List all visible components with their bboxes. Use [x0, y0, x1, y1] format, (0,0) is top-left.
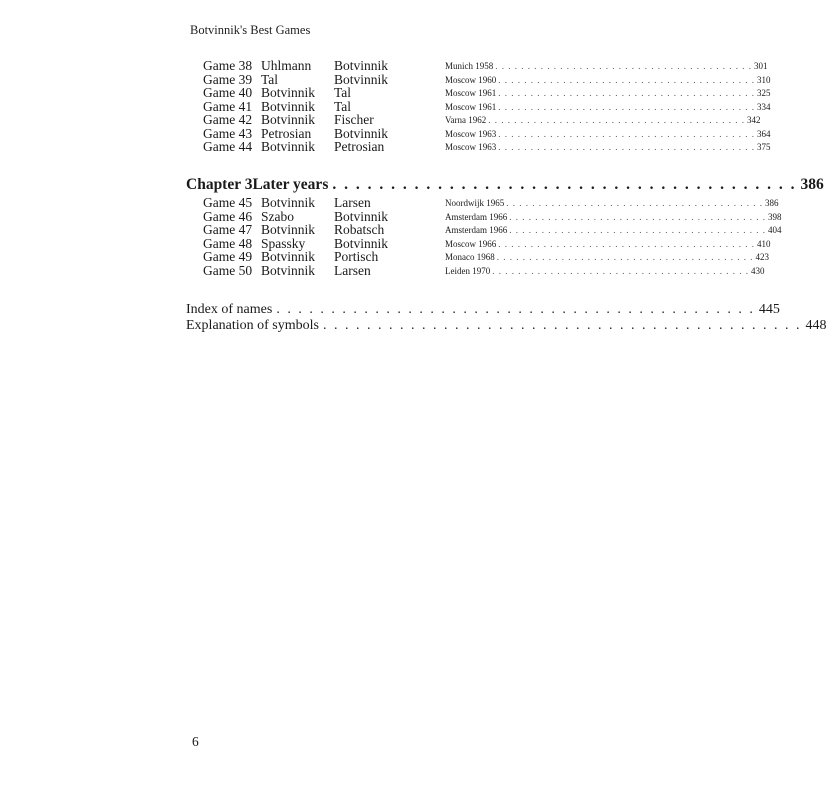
toc-game-row[interactable] — [203, 85, 771, 100]
leader-line — [445, 127, 771, 141]
game-place: Monaco 1968 — [445, 252, 495, 262]
dot-leader: . . . . . . . . . . . . . . . . . . . . . . . . . . . . . . . . . . . . . . . . — [495, 61, 752, 71]
dot-leader: . . . . . . . . . . . . . . . . . . . . . . . . . . . . . . . . . . . . . . . . — [498, 128, 755, 139]
toc-game-row[interactable] — [203, 262, 765, 278]
white-player: Uhlmann — [261, 58, 312, 73]
toc-explanation-of-symbols[interactable] — [186, 318, 827, 334]
game-place: Varna 1962 — [445, 115, 487, 125]
white-player: Botvinnik — [261, 139, 316, 154]
page-number: 386 — [765, 198, 779, 208]
game-place: Leiden 1970 — [445, 265, 491, 276]
toc-game-row[interactable] — [203, 195, 779, 210]
page-number: 404 — [768, 225, 782, 235]
black-player: Tal — [334, 85, 352, 100]
black-player: Botvinnik — [334, 125, 389, 141]
dot-leader: . . . . . . . . . . . . . . . . . . . . . . . . . . . . . . . . . . . . . . . . — [498, 101, 755, 112]
dot-leader: . . . . . . . . . . . . . . . . . . . . . . . . . . . . . . . . . . . . . . . . . . . . — [276, 302, 755, 317]
white-player: Botvinnik — [261, 262, 316, 278]
page-number: 325 — [757, 88, 771, 98]
back-matter-label: Index of names — [186, 302, 273, 317]
leader-line — [445, 100, 771, 114]
game-number: Game 46 — [203, 208, 253, 224]
page-number: 445 — [758, 302, 780, 317]
game-number: Game 49 — [203, 249, 253, 264]
leader-line — [445, 196, 779, 210]
game-number: Game 43 — [203, 125, 253, 141]
game-number: Game 40 — [203, 85, 253, 100]
game-place: Noordwijk 1965 — [445, 198, 505, 208]
game-place: Amsterdam 1966 — [445, 211, 508, 222]
page-folio: 6 — [192, 734, 199, 749]
running-head: Botvinnik's Best Games — [190, 23, 311, 37]
game-number: Game 39 — [203, 71, 253, 87]
white-player: Tal — [261, 71, 279, 87]
dot-leader: . . . . . . . . . . . . . . . . . . . . . . . . . . . . . . . . . . . . . . . . — [498, 74, 755, 85]
game-number: Game 45 — [203, 195, 253, 210]
leader-line — [445, 59, 768, 73]
white-player: Petrosian — [261, 125, 312, 141]
white-player: Botvinnik — [261, 195, 316, 210]
leader-line — [445, 140, 771, 154]
white-player: Spassky — [261, 235, 306, 251]
dot-leader: . . . . . . . . . . . . . . . . . . . . . . . . . . . . . . . . . . . . . . . . — [498, 142, 755, 152]
black-player: Robatsch — [334, 222, 385, 237]
chapter-heading[interactable] — [186, 176, 824, 194]
black-player: Portisch — [334, 249, 379, 264]
page-number: 334 — [757, 101, 771, 112]
leader-line — [445, 237, 771, 251]
page-number: 364 — [757, 128, 771, 139]
game-number: Game 48 — [203, 235, 253, 251]
dot-leader: . . . . . . . . . . . . . . . . . . . . . . . . . . . . . . . . . . . . . . . . — [498, 238, 755, 249]
black-player: Larsen — [334, 262, 371, 278]
chapter-label: Chapter 3 — [186, 176, 253, 193]
game-number: Game 42 — [203, 112, 253, 127]
black-player: Fischer — [334, 112, 374, 127]
page-number: 410 — [757, 238, 771, 249]
black-player: Tal — [334, 98, 352, 114]
black-player: Botvinnik — [334, 208, 389, 224]
page-number: 430 — [751, 265, 765, 276]
black-player: Botvinnik — [334, 235, 389, 251]
game-place: Moscow 1963 — [445, 142, 497, 152]
toc-game-row[interactable] — [203, 58, 768, 73]
page-number: 423 — [755, 252, 769, 262]
game-number: Game 41 — [203, 98, 253, 114]
leader-line — [445, 223, 782, 237]
toc-index-of-names[interactable] — [186, 302, 780, 318]
game-place: Moscow 1960 — [445, 74, 497, 85]
chapter-title: Later years — [252, 176, 329, 193]
leader-line — [445, 210, 782, 224]
dot-leader: . . . . . . . . . . . . . . . . . . . . . . . . . . . . . . . . . . . . . . . . — [509, 211, 766, 222]
black-player: Petrosian — [334, 139, 385, 154]
black-player: Larsen — [334, 195, 371, 210]
white-player: Botvinnik — [261, 112, 316, 127]
dot-leader: . . . . . . . . . . . . . . . . . . . . . . . . . . . . . . . . . . . . . . . . — [332, 176, 797, 193]
leader-line — [445, 250, 769, 264]
dot-leader: . . . . . . . . . . . . . . . . . . . . . . . . . . . . . . . . . . . . . . . . — [509, 225, 766, 235]
dot-leader: . . . . . . . . . . . . . . . . . . . . . . . . . . . . . . . . . . . . . . . . — [496, 252, 754, 262]
white-player: Botvinnik — [261, 85, 316, 100]
dot-leader: . . . . . . . . . . . . . . . . . . . . . . . . . . . . . . . . . . . . . . . . — [506, 198, 763, 208]
toc-game-row[interactable] — [203, 112, 761, 127]
leader-line — [445, 86, 771, 100]
game-number: Game 50 — [203, 262, 253, 278]
page-number: 448 — [805, 318, 827, 333]
game-number: Game 38 — [203, 58, 253, 73]
leader-line — [445, 264, 765, 278]
white-player: Botvinnik — [261, 249, 316, 264]
white-player: Botvinnik — [261, 222, 316, 237]
leader-line — [445, 113, 761, 127]
back-matter-label: Explanation of symbols — [186, 318, 319, 333]
dot-leader: . . . . . . . . . . . . . . . . . . . . . . . . . . . . . . . . . . . . . . . . — [492, 265, 749, 276]
leader-line — [445, 73, 771, 87]
game-number: Game 47 — [203, 222, 253, 237]
toc-game-row[interactable] — [203, 249, 769, 264]
toc-game-row[interactable] — [203, 139, 771, 154]
dot-leader: . . . . . . . . . . . . . . . . . . . . . . . . . . . . . . . . . . . . . . . . — [488, 115, 745, 125]
page-number: 398 — [768, 211, 782, 222]
game-place: Moscow 1966 — [445, 238, 497, 249]
page-number: 310 — [757, 74, 771, 85]
toc-game-row[interactable] — [203, 222, 782, 237]
black-player: Botvinnik — [334, 58, 389, 73]
black-player: Botvinnik — [334, 71, 389, 87]
game-number: Game 44 — [203, 139, 253, 154]
dot-leader: . . . . . . . . . . . . . . . . . . . . . . . . . . . . . . . . . . . . . . . . — [498, 88, 755, 98]
chapter-page: 386 — [800, 176, 824, 193]
white-player: Szabo — [261, 208, 294, 224]
game-place: Munich 1958 — [445, 61, 494, 71]
white-player: Botvinnik — [261, 98, 316, 114]
game-place: Moscow 1963 — [445, 128, 497, 139]
page-number: 375 — [757, 142, 771, 152]
dot-leader: . . . . . . . . . . . . . . . . . . . . . . . . . . . . . . . . . . . . . . . . . . . . — [323, 318, 802, 333]
game-place: Moscow 1961 — [445, 88, 497, 98]
page-number: 301 — [754, 61, 768, 71]
page-number: 342 — [747, 115, 761, 125]
game-place: Amsterdam 1966 — [445, 225, 508, 235]
game-place: Moscow 1961 — [445, 101, 497, 112]
